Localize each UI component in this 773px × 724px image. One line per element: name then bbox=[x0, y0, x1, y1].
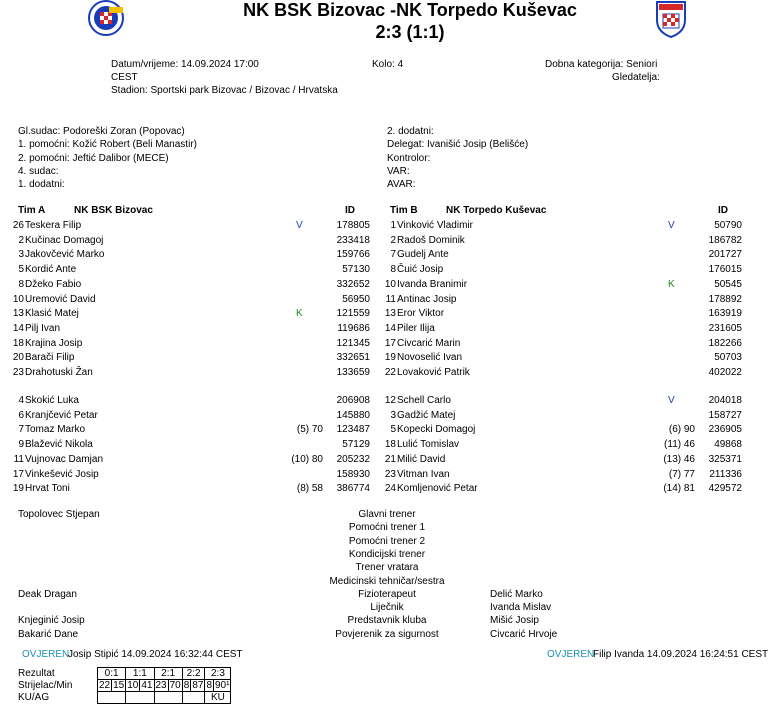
player-name: Novoselić Ivan bbox=[397, 352, 463, 364]
player-name: Krajina Josip bbox=[25, 337, 83, 349]
player-id: 211336 bbox=[709, 468, 742, 480]
player-name: Hrvat Toni bbox=[25, 483, 70, 495]
player-number: 10 bbox=[384, 278, 396, 290]
team-a-id-header: ID bbox=[345, 205, 355, 216]
player-number: 13 bbox=[384, 308, 396, 320]
spectators: Gledatelja: bbox=[612, 72, 660, 83]
player-id: 50703 bbox=[714, 352, 742, 364]
staff-team-a: Knjeginić Josip bbox=[18, 615, 85, 627]
player-id: 121345 bbox=[336, 337, 370, 349]
player-id: 178805 bbox=[336, 220, 370, 231]
staff-role: Medicinski tehničar/sestra bbox=[329, 575, 445, 587]
staff-team-b: Civcarić Hrvoje bbox=[490, 628, 558, 640]
player-number: 2 bbox=[390, 234, 396, 246]
player-number: 5 bbox=[390, 424, 396, 436]
player-id: 205232 bbox=[336, 453, 370, 465]
substitution-info: (7) 77 bbox=[668, 468, 695, 480]
staff-team-b: Ivanda Mislav bbox=[490, 602, 552, 614]
player-number: 22 bbox=[384, 367, 396, 378]
player-number: 14 bbox=[12, 322, 24, 334]
player-name: Blažević Nikola bbox=[25, 439, 93, 451]
row-label: Strijelac/Min bbox=[18, 680, 73, 691]
scorer-num: 22 bbox=[99, 680, 111, 691]
team-a-label: Tim A bbox=[18, 205, 46, 216]
player-name: Schell Carlo bbox=[397, 395, 451, 406]
player-name: Vitman Ivan bbox=[397, 468, 450, 480]
player-id: 56950 bbox=[342, 293, 370, 305]
player-name: Drahotuski Žan bbox=[25, 367, 93, 378]
player-number: 11 bbox=[13, 453, 24, 465]
player-number: 7 bbox=[390, 249, 396, 261]
scorer-num: 8 bbox=[183, 680, 190, 691]
team-a-name: NK BSK Bizovac bbox=[74, 205, 153, 216]
results-row-scorers bbox=[17, 680, 231, 692]
player-number: 4 bbox=[18, 395, 24, 406]
player-number: 2 bbox=[18, 234, 24, 246]
player-name: Tomaz Marko bbox=[25, 424, 86, 436]
player-number: 23 bbox=[12, 367, 24, 378]
player-id: 429572 bbox=[708, 483, 742, 495]
player-name: Civcarić Marin bbox=[397, 337, 461, 349]
player-number: 1 bbox=[390, 220, 396, 231]
score-cell: 2:3 bbox=[205, 668, 231, 680]
staff-team-a: Deak Dragan bbox=[18, 588, 77, 600]
match-score: 2:3 (1:1) bbox=[375, 22, 445, 42]
player-id: 133659 bbox=[336, 367, 370, 378]
player-id: 159766 bbox=[336, 249, 370, 261]
results-table bbox=[17, 667, 231, 704]
player-id: 119686 bbox=[337, 322, 370, 334]
player-id: 201727 bbox=[708, 249, 742, 261]
player-number: 21 bbox=[384, 453, 396, 465]
staff-team-a: Bakarić Dane bbox=[18, 628, 79, 640]
player-number: 19 bbox=[12, 483, 24, 495]
official-left: 2. pomoćni: Jeftić Dalibor (MECE) bbox=[18, 152, 169, 164]
match-datetime: Datum/vrijeme: 14.09.2024 17:00 bbox=[111, 59, 259, 70]
player-number: 12 bbox=[384, 395, 396, 406]
player-number: 8 bbox=[18, 278, 24, 290]
player-id: 123487 bbox=[336, 424, 370, 436]
age-category: Dobna kategorija: Seniori bbox=[545, 59, 658, 70]
player-id: 50545 bbox=[714, 278, 742, 290]
substitution-info: (6) 90 bbox=[668, 424, 695, 436]
player-number: 10 bbox=[12, 293, 24, 305]
scorer-min: 41 bbox=[141, 680, 153, 691]
results-row-score bbox=[17, 668, 231, 680]
player-id: 57129 bbox=[342, 439, 370, 451]
player-name: Eror Viktor bbox=[397, 308, 445, 320]
player-number: 26 bbox=[12, 220, 24, 231]
player-role-mark: K bbox=[668, 278, 675, 290]
player-number: 23 bbox=[384, 468, 396, 480]
player-number: 3 bbox=[18, 249, 24, 261]
player-name: Barači Filip bbox=[25, 352, 75, 364]
score-cell: 2:1 bbox=[154, 668, 182, 680]
player-number: 18 bbox=[12, 337, 24, 349]
team-b-label: Tim B bbox=[390, 205, 418, 216]
player-name: Teskera Filip bbox=[25, 220, 82, 231]
ku-cell bbox=[126, 692, 154, 704]
player-number: 17 bbox=[12, 468, 24, 480]
player-id: 158727 bbox=[708, 409, 742, 421]
player-name: Kučinac Domagoj bbox=[25, 234, 104, 246]
official-right: Kontrolor: bbox=[387, 152, 431, 164]
player-name: Čuić Josip bbox=[397, 264, 444, 276]
player-name: Gadžić Matej bbox=[397, 409, 456, 421]
away-club-logo bbox=[655, 0, 687, 38]
player-role-mark: K bbox=[296, 308, 303, 320]
player-id: 121559 bbox=[336, 308, 370, 320]
staff-role: Pomoćni trener 1 bbox=[348, 522, 426, 534]
staff-role: Pomoćni trener 2 bbox=[348, 535, 426, 547]
player-name: Komljenović Petar bbox=[397, 483, 478, 495]
player-role-mark: V bbox=[668, 395, 675, 406]
scorer-min: 87 bbox=[192, 680, 204, 691]
staff-role: Liječnik bbox=[370, 602, 404, 614]
team-b-name: NK Torpedo Kuševac bbox=[446, 205, 547, 216]
player-name: Ivanda Branimir bbox=[397, 278, 468, 290]
player-number: 6 bbox=[18, 409, 24, 421]
staff-role: Povjerenik za sigurnost bbox=[335, 628, 439, 640]
player-name: Gudelj Ante bbox=[397, 249, 449, 261]
scorer-num: 23 bbox=[155, 680, 167, 691]
staff-role: Predstavnik kluba bbox=[347, 615, 427, 627]
player-name: Vinković Vladimir bbox=[397, 220, 473, 231]
scorer-min: 90¹ bbox=[215, 680, 230, 691]
ku-cell: KU bbox=[205, 692, 231, 704]
match-title: NK BSK Bizovac -NK Torpedo Kuševac bbox=[243, 0, 577, 20]
row-label: KU/AG bbox=[18, 692, 50, 703]
player-id: 204018 bbox=[708, 395, 742, 406]
score-cell: 0:1 bbox=[98, 668, 126, 680]
player-id: 325371 bbox=[708, 453, 742, 465]
player-id: 182266 bbox=[708, 337, 742, 349]
verified-label-a: OVJEREN bbox=[22, 649, 70, 660]
player-number: 24 bbox=[384, 483, 396, 495]
substitution-info: (13) 46 bbox=[663, 453, 695, 465]
player-name: Pilj Ivan bbox=[25, 322, 61, 334]
player-name: Vinkešević Josip bbox=[25, 468, 99, 480]
staff-team-b: Mišić Josip bbox=[490, 615, 539, 627]
official-right: AVAR: bbox=[387, 179, 416, 191]
substitution-info: (8) 58 bbox=[296, 483, 323, 495]
player-number: 17 bbox=[384, 337, 396, 349]
player-number: 3 bbox=[390, 409, 396, 421]
player-id: 178892 bbox=[708, 293, 742, 305]
player-number: 11 bbox=[385, 293, 396, 305]
player-role-mark: V bbox=[668, 220, 675, 231]
player-name: Lovaković Patrik bbox=[397, 367, 470, 378]
player-id: 176015 bbox=[708, 264, 742, 276]
player-name: Piler Ilija bbox=[397, 322, 435, 334]
official-right: Delegat: Ivanišić Josip (Belišće) bbox=[387, 139, 529, 151]
results-row-ku bbox=[17, 692, 231, 704]
verified-label-b: OVJEREN bbox=[547, 649, 595, 660]
player-id: 145880 bbox=[336, 409, 370, 421]
scorer-min: 15 bbox=[113, 680, 125, 691]
player-id: 158930 bbox=[336, 468, 370, 480]
player-id: 233418 bbox=[336, 234, 370, 246]
verified-text-b: Filip Ivanda 14.09.2024 16:24:51 CEST bbox=[593, 649, 769, 660]
player-number: 20 bbox=[12, 352, 24, 364]
staff-role: Kondicijski trener bbox=[348, 548, 426, 560]
row-label: Rezultat bbox=[18, 668, 55, 679]
official-left: 4. sudac: bbox=[18, 165, 59, 177]
player-name: Uremović David bbox=[25, 293, 96, 305]
player-number: 18 bbox=[384, 439, 396, 451]
player-name: Milić David bbox=[397, 453, 446, 465]
player-id: 50790 bbox=[714, 220, 742, 231]
player-id: 186782 bbox=[708, 234, 742, 246]
match-round: Kolo: 4 bbox=[372, 59, 404, 70]
score-cell: 2:2 bbox=[182, 668, 205, 680]
player-id: 332652 bbox=[336, 278, 370, 290]
player-name: Džeko Fabio bbox=[25, 278, 82, 290]
player-name: Klasić Matej bbox=[25, 308, 79, 320]
player-name: Kordić Ante bbox=[25, 264, 77, 276]
home-club-logo bbox=[85, 0, 127, 36]
player-number: 14 bbox=[384, 322, 396, 334]
player-name: Vujnovac Damjan bbox=[25, 453, 104, 465]
official-left: 1. dodatni: bbox=[18, 179, 65, 191]
official-right: 2. dodatni: bbox=[387, 126, 434, 137]
substitution-info: (5) 70 bbox=[296, 424, 323, 436]
substitution-info: (11) 46 bbox=[664, 439, 695, 451]
staff-team-b: Delić Marko bbox=[490, 588, 543, 600]
player-number: 7 bbox=[18, 424, 24, 436]
player-name: Kranjčević Petar bbox=[25, 409, 98, 421]
player-id: 332651 bbox=[336, 352, 370, 364]
staff-team-a: Topolovec Stjepan bbox=[18, 509, 100, 520]
staff-role: Glavni trener bbox=[358, 509, 416, 520]
player-name: Jakovčević Marko bbox=[25, 249, 105, 261]
scorer-min: 70 bbox=[169, 680, 181, 691]
match-timezone: CEST bbox=[111, 72, 138, 83]
player-number: 5 bbox=[18, 264, 24, 276]
ku-cell bbox=[98, 692, 126, 704]
staff-role: Fizioterapeut bbox=[358, 588, 416, 600]
staff-role: Trener vratara bbox=[355, 562, 419, 574]
player-name: Radoš Dominik bbox=[397, 234, 465, 246]
official-left: 1. pomoćni: Kožić Robert (Beli Manastir) bbox=[18, 139, 197, 151]
player-name: Skokić Luka bbox=[25, 395, 79, 406]
player-id: 402022 bbox=[708, 367, 742, 378]
scorer-num: 8 bbox=[206, 680, 212, 691]
player-name: Kopecki Domagoj bbox=[397, 424, 476, 436]
substitution-info: (10) 80 bbox=[291, 453, 323, 465]
player-number: 19 bbox=[384, 352, 396, 364]
player-role-mark: V bbox=[296, 220, 303, 231]
ku-cell bbox=[154, 692, 182, 704]
player-id: 236905 bbox=[708, 424, 742, 436]
player-id: 386774 bbox=[336, 483, 370, 495]
player-number: 13 bbox=[12, 308, 24, 320]
official-left: Gl.sudac: Podoreški Zoran (Popovac) bbox=[18, 126, 185, 137]
team-b-id-header: ID bbox=[718, 205, 728, 216]
player-name: Lulić Tomislav bbox=[397, 439, 460, 451]
player-id: 206908 bbox=[336, 395, 370, 406]
score-cell: 1:1 bbox=[126, 668, 154, 680]
official-right: VAR: bbox=[387, 165, 410, 177]
player-id: 231605 bbox=[708, 322, 742, 334]
verified-text-a: Josip Stipić 14.09.2024 16:32:44 CEST bbox=[68, 649, 243, 660]
ku-cell bbox=[182, 692, 205, 704]
player-id: 57130 bbox=[342, 264, 370, 276]
player-id: 163919 bbox=[708, 308, 742, 320]
player-number: 8 bbox=[390, 264, 396, 276]
scorer-num: 10 bbox=[127, 680, 139, 691]
substitution-info: (14) 81 bbox=[663, 483, 695, 495]
player-number: 9 bbox=[18, 439, 24, 451]
player-name: Antinac Josip bbox=[397, 293, 457, 305]
player-id: 49868 bbox=[714, 439, 742, 451]
match-stadium: Stadion: Sportski park Bizovac / Bizovac / Hrvatska bbox=[111, 85, 338, 96]
